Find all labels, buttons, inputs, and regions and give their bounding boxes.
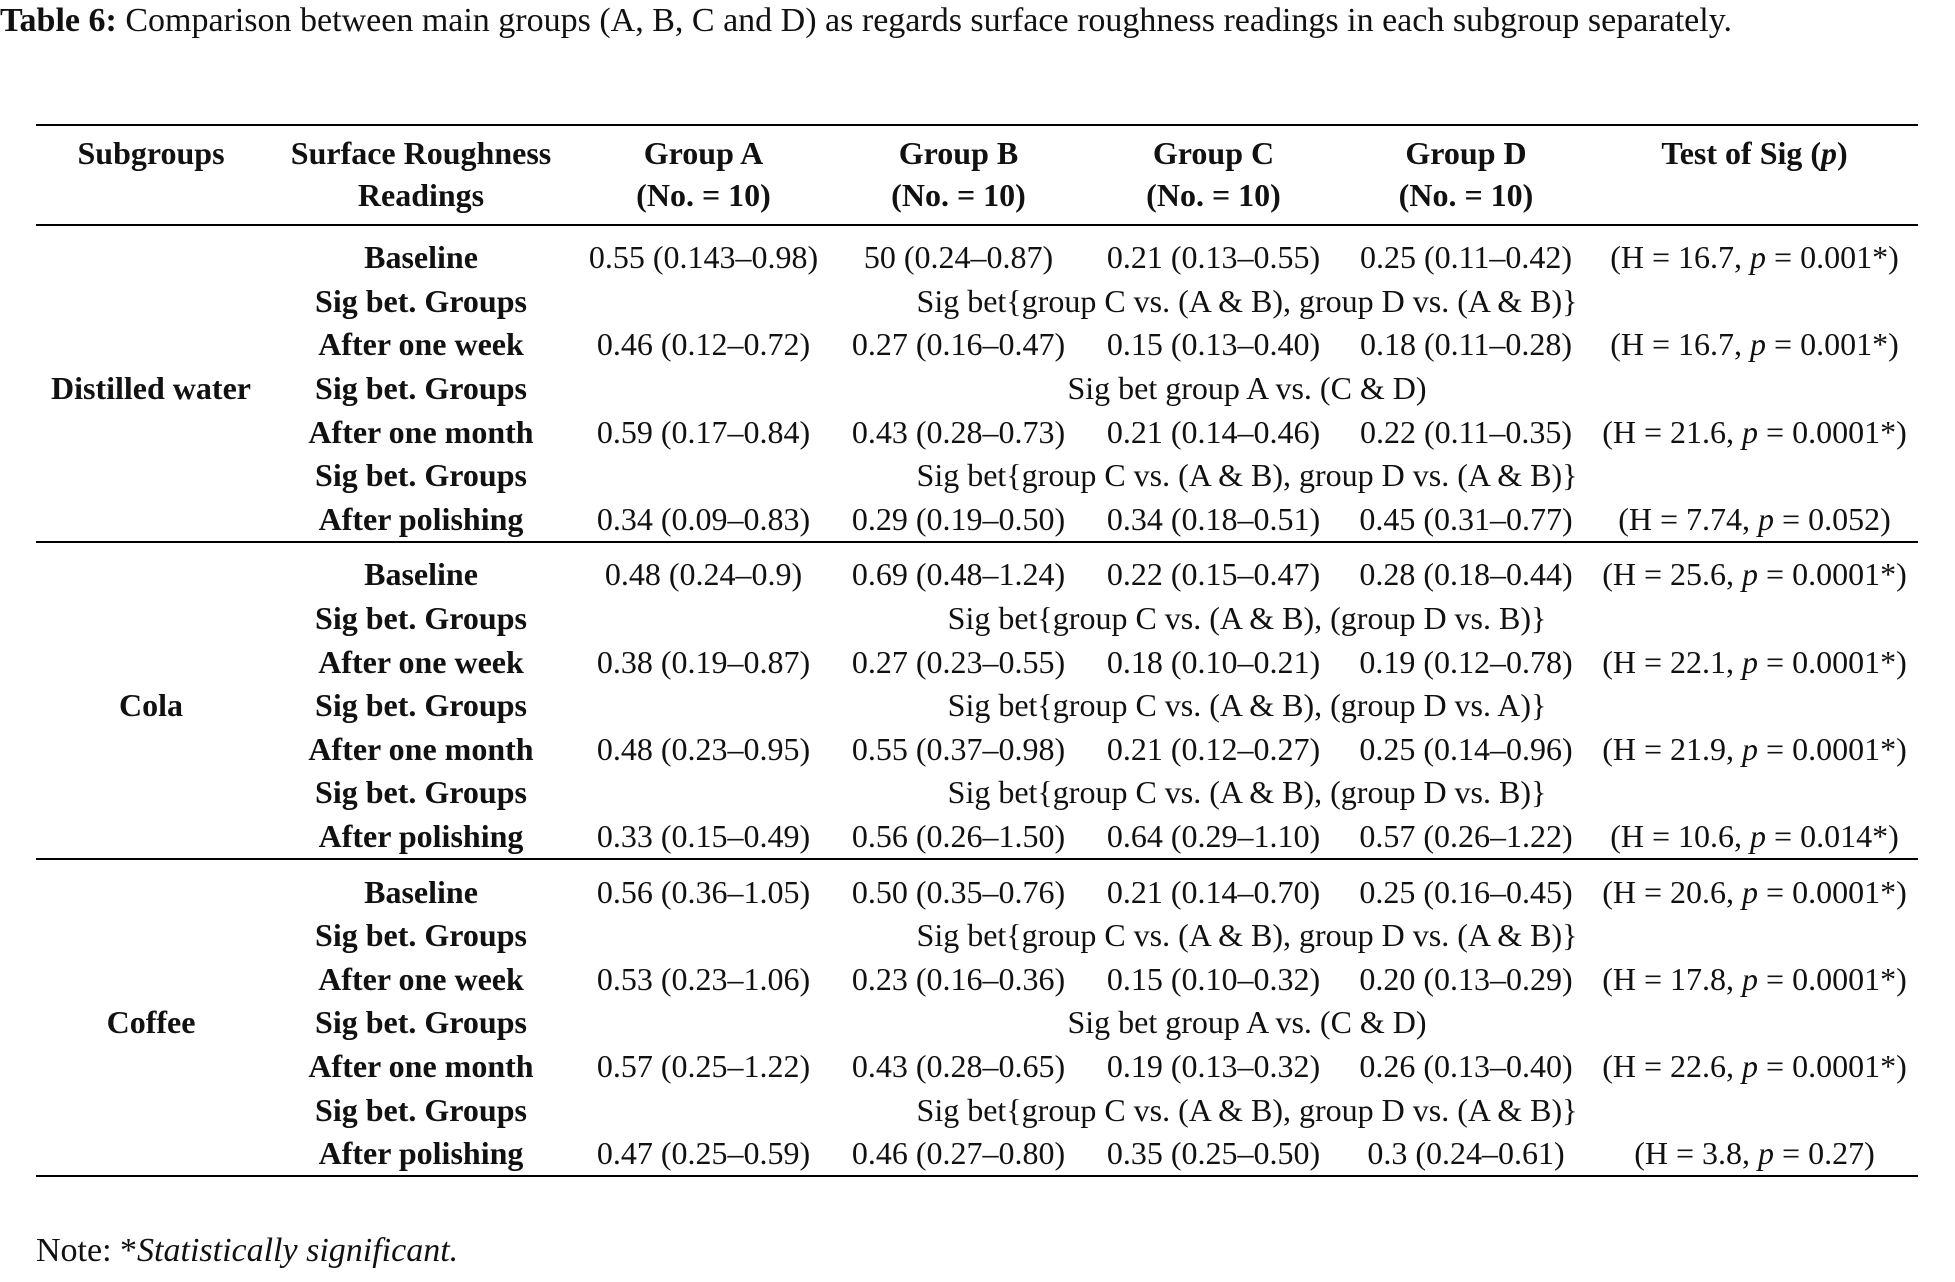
table-row [36, 225, 1918, 280]
sig-row [36, 280, 1918, 324]
group-a-value: 0.55 (0.143–0.98) [588, 239, 819, 276]
group-b-value: 50 (0.24–0.87) [863, 239, 1054, 276]
test-of-sig-value [1591, 859, 1918, 914]
p-symbol: p [1742, 1047, 1759, 1084]
table-row [36, 1132, 1918, 1177]
table-row [36, 498, 1918, 543]
reading-label: Sig bet. Groups [315, 1004, 527, 1041]
sig-row [36, 1088, 1918, 1132]
group-a-value: 0.48 (0.23–0.95) [596, 730, 811, 767]
table-row [36, 728, 1918, 772]
p-symbol: p [1750, 239, 1767, 276]
test-of-sig-value [1591, 640, 1918, 684]
table-row [36, 640, 1918, 684]
p-value: = 0.27) [1774, 1135, 1875, 1172]
reading-label: After one month [308, 1047, 534, 1084]
p-value: = 0.0001*) [1758, 873, 1907, 910]
p-value: = 0.052) [1774, 500, 1891, 537]
group-b-value: 0.43 (0.28–0.65) [851, 1047, 1066, 1084]
group-a-value: 0.59 (0.17–0.84) [596, 413, 811, 450]
sig-row [36, 454, 1918, 498]
reading-label: After one week [318, 643, 524, 680]
p-symbol: p [1742, 413, 1759, 450]
p-value: = 0.0001*) [1758, 960, 1907, 997]
sig-row [36, 597, 1918, 641]
subgroup-block [36, 225, 1918, 542]
group-d-value: 0.25 (0.16–0.45) [1359, 873, 1573, 910]
group-d-value: 0.26 (0.13–0.40) [1359, 1047, 1573, 1084]
test-of-sig-value [1591, 958, 1918, 1002]
header-row [36, 125, 1918, 225]
p-symbol: p [1742, 730, 1759, 767]
group-a-value: 0.47 (0.25–0.59) [596, 1135, 811, 1172]
sig-row [36, 684, 1918, 728]
group-c-value: 0.64 (0.29–1.10) [1106, 818, 1321, 855]
subgroup-name: Coffee [106, 1004, 196, 1041]
test-stat: (H = 21.9, [1602, 730, 1743, 767]
group-b-value: 0.50 (0.35–0.76) [851, 873, 1066, 910]
p-value: = 0.0001*) [1758, 643, 1907, 680]
table-row [36, 1045, 1918, 1089]
header-group-c: Group C (No. = 10) [1146, 135, 1281, 213]
reading-label: After one month [308, 730, 534, 767]
group-c-value: 0.21 (0.12–0.27) [1106, 730, 1321, 767]
reading-label: After polishing [318, 818, 524, 855]
group-d-value: 0.25 (0.11–0.42) [1359, 239, 1573, 276]
sig-row [36, 771, 1918, 815]
sig-between-groups: Sig bet{group C vs. (A & B), group D vs. (A & B)} [916, 457, 1578, 494]
reading-label: Baseline [364, 239, 478, 276]
reading-label: Sig bet. Groups [315, 457, 527, 494]
group-c-value: 0.21 (0.14–0.70) [1106, 873, 1321, 910]
note-prefix: Note: * [36, 1232, 138, 1269]
test-of-sig-value [1591, 498, 1918, 543]
table-caption [0, 0, 1950, 42]
group-d-value: 0.22 (0.11–0.35) [1359, 413, 1573, 450]
test-stat: (H = 16.7, [1610, 326, 1751, 363]
sig-between-groups: Sig bet{group C vs. (A & B), group D vs. (A & B)} [916, 282, 1578, 319]
table-row [36, 542, 1918, 597]
sig-between-groups: Sig bet{group C vs. (A & B), (group D vs. A)} [947, 687, 1547, 724]
p-symbol: p [1750, 818, 1767, 855]
group-b-value: 0.43 (0.28–0.73) [851, 413, 1066, 450]
group-b-value: 0.27 (0.16–0.47) [851, 326, 1066, 363]
group-a-value: 0.34 (0.09–0.83) [596, 500, 811, 537]
group-a-value: 0.33 (0.15–0.49) [596, 818, 811, 855]
group-a-value: 0.46 (0.12–0.72) [596, 326, 811, 363]
header-group-b: Group B (No. = 10) [891, 135, 1026, 213]
sig-between-groups: Sig bet{group C vs. (A & B), (group D vs. B)} [947, 600, 1547, 637]
group-b-value: 0.55 (0.37–0.98) [851, 730, 1066, 767]
group-c-value: 0.34 (0.18–0.51) [1106, 500, 1321, 537]
header-group-a: Group A (No. = 10) [636, 135, 771, 213]
reading-label: Sig bet. Groups [315, 600, 527, 637]
subgroup-name: Distilled water [51, 370, 251, 407]
group-d-value: 0.18 (0.11–0.28) [1359, 326, 1573, 363]
group-c-value: 0.15 (0.13–0.40) [1106, 326, 1321, 363]
reading-label: After one week [318, 326, 524, 363]
reading-label: After one week [318, 960, 524, 997]
test-stat: (H = 17.8, [1602, 960, 1743, 997]
p-value: = 0.0001*) [1758, 730, 1907, 767]
group-b-value: 0.23 (0.16–0.36) [851, 960, 1066, 997]
group-d-value: 0.19 (0.12–0.78) [1359, 643, 1573, 680]
table-row [36, 410, 1918, 454]
group-c-value: 0.15 (0.10–0.32) [1106, 960, 1321, 997]
note-text: Statistically significant. [137, 1232, 459, 1269]
header-group-d: Group D (No. = 10) [1398, 135, 1534, 213]
p-symbol: p [1742, 643, 1759, 680]
table-row [36, 815, 1918, 860]
subgroup-block [36, 859, 1918, 1176]
header-test-of-sig: Test of Sig (p) [1661, 135, 1848, 171]
reading-label: Baseline [364, 556, 478, 593]
p-symbol: p [1758, 500, 1775, 537]
subgroup-name: Cola [119, 687, 183, 724]
p-value: = 0.0001*) [1758, 1047, 1907, 1084]
test-stat: (H = 7.74, [1618, 500, 1759, 537]
caption-text: Comparison between main groups (A, B, C and D) as regards surface roughness readings in each subgroup separately. [125, 2, 1733, 39]
test-of-sig-value [1591, 1045, 1918, 1089]
group-a-value: 0.56 (0.36–1.05) [596, 873, 811, 910]
group-a-value: 0.48 (0.24–0.9) [604, 556, 803, 593]
p-symbol: p [1758, 1135, 1775, 1172]
group-b-value: 0.56 (0.26–1.50) [851, 818, 1066, 855]
test-of-sig-value [1591, 225, 1918, 280]
test-of-sig-value [1591, 410, 1918, 454]
group-b-value: 0.46 (0.27–0.80) [851, 1135, 1066, 1172]
reading-label: Sig bet. Groups [315, 282, 527, 319]
test-stat: (H = 3.8, [1634, 1135, 1759, 1172]
caption-label: Table 6: [0, 2, 117, 39]
group-b-value: 0.29 (0.19–0.50) [851, 500, 1066, 537]
p-value: = 0.001*) [1766, 239, 1899, 276]
table-row [36, 958, 1918, 1002]
p-symbol: p [1750, 326, 1767, 363]
results-table [36, 124, 1918, 1177]
group-a-value: 0.57 (0.25–1.22) [596, 1047, 811, 1084]
group-c-value: 0.19 (0.13–0.32) [1106, 1047, 1321, 1084]
table-row [36, 323, 1918, 367]
p-value: = 0.0001*) [1758, 413, 1907, 450]
table-row [36, 859, 1918, 914]
sig-row [36, 367, 1918, 411]
table-note [36, 1232, 458, 1270]
group-d-value: 0.45 (0.31–0.77) [1359, 500, 1573, 537]
group-d-value: 0.57 (0.26–1.22) [1359, 818, 1573, 855]
test-of-sig-value [1591, 815, 1918, 860]
group-c-value: 0.35 (0.25–0.50) [1106, 1135, 1321, 1172]
p-symbol: p [1742, 960, 1759, 997]
reading-label: After polishing [318, 1135, 524, 1172]
reading-label: Sig bet. Groups [315, 917, 527, 954]
test-stat: (H = 21.6, [1602, 413, 1743, 450]
reading-label: Sig bet. Groups [315, 774, 527, 811]
test-stat: (H = 22.6, [1602, 1047, 1743, 1084]
sig-between-groups: Sig bet{group C vs. (A & B), group D vs. (A & B)} [916, 1091, 1578, 1128]
p-symbol: p [1742, 556, 1759, 593]
header-subgroups: Subgroups [77, 135, 225, 171]
reading-label: Sig bet. Groups [315, 1091, 527, 1128]
p-symbol: p [1742, 873, 1759, 910]
group-d-value: 0.25 (0.14–0.96) [1359, 730, 1573, 767]
subgroup-block [36, 542, 1918, 859]
reading-label: Baseline [364, 873, 478, 910]
test-of-sig-value [1591, 542, 1918, 597]
group-a-value: 0.53 (0.23–1.06) [596, 960, 811, 997]
sig-row [36, 1001, 1918, 1045]
sig-between-groups: Sig bet group A vs. (C & D) [1067, 1004, 1427, 1041]
group-c-value: 0.21 (0.13–0.55) [1106, 239, 1321, 276]
sig-between-groups: Sig bet{group C vs. (A & B), (group D vs. B)} [947, 774, 1547, 811]
group-a-value: 0.38 (0.19–0.87) [596, 643, 811, 680]
test-stat: (H = 10.6, [1610, 818, 1751, 855]
test-stat: (H = 22.1, [1602, 643, 1743, 680]
sig-between-groups: Sig bet group A vs. (C & D) [1067, 370, 1427, 407]
test-of-sig-value [1591, 323, 1918, 367]
test-stat: (H = 16.7, [1610, 239, 1751, 276]
test-stat: (H = 20.6, [1602, 873, 1743, 910]
sig-row [36, 914, 1918, 958]
test-of-sig-value [1591, 1132, 1918, 1177]
sig-between-groups: Sig bet{group C vs. (A & B), group D vs. (A & B)} [916, 917, 1578, 954]
group-d-value: 0.20 (0.13–0.29) [1359, 960, 1573, 997]
group-b-value: 0.27 (0.23–0.55) [851, 643, 1066, 680]
group-b-value: 0.69 (0.48–1.24) [851, 556, 1066, 593]
group-c-value: 0.21 (0.14–0.46) [1106, 413, 1321, 450]
test-of-sig-value [1591, 728, 1918, 772]
p-value: = 0.001*) [1766, 326, 1899, 363]
reading-label: Sig bet. Groups [315, 370, 527, 407]
reading-label: Sig bet. Groups [315, 687, 527, 724]
p-value: = 0.0001*) [1758, 556, 1907, 593]
p-value: = 0.014*) [1766, 818, 1899, 855]
group-d-value: 0.28 (0.18–0.44) [1359, 556, 1573, 593]
reading-label: After one month [308, 413, 534, 450]
header-readings: Surface Roughness Readings [290, 135, 552, 213]
group-c-value: 0.18 (0.10–0.21) [1106, 643, 1321, 680]
group-d-value: 0.3 (0.24–0.61) [1367, 1135, 1565, 1172]
reading-label: After polishing [318, 500, 524, 537]
group-c-value: 0.22 (0.15–0.47) [1106, 556, 1321, 593]
test-stat: (H = 25.6, [1602, 556, 1743, 593]
